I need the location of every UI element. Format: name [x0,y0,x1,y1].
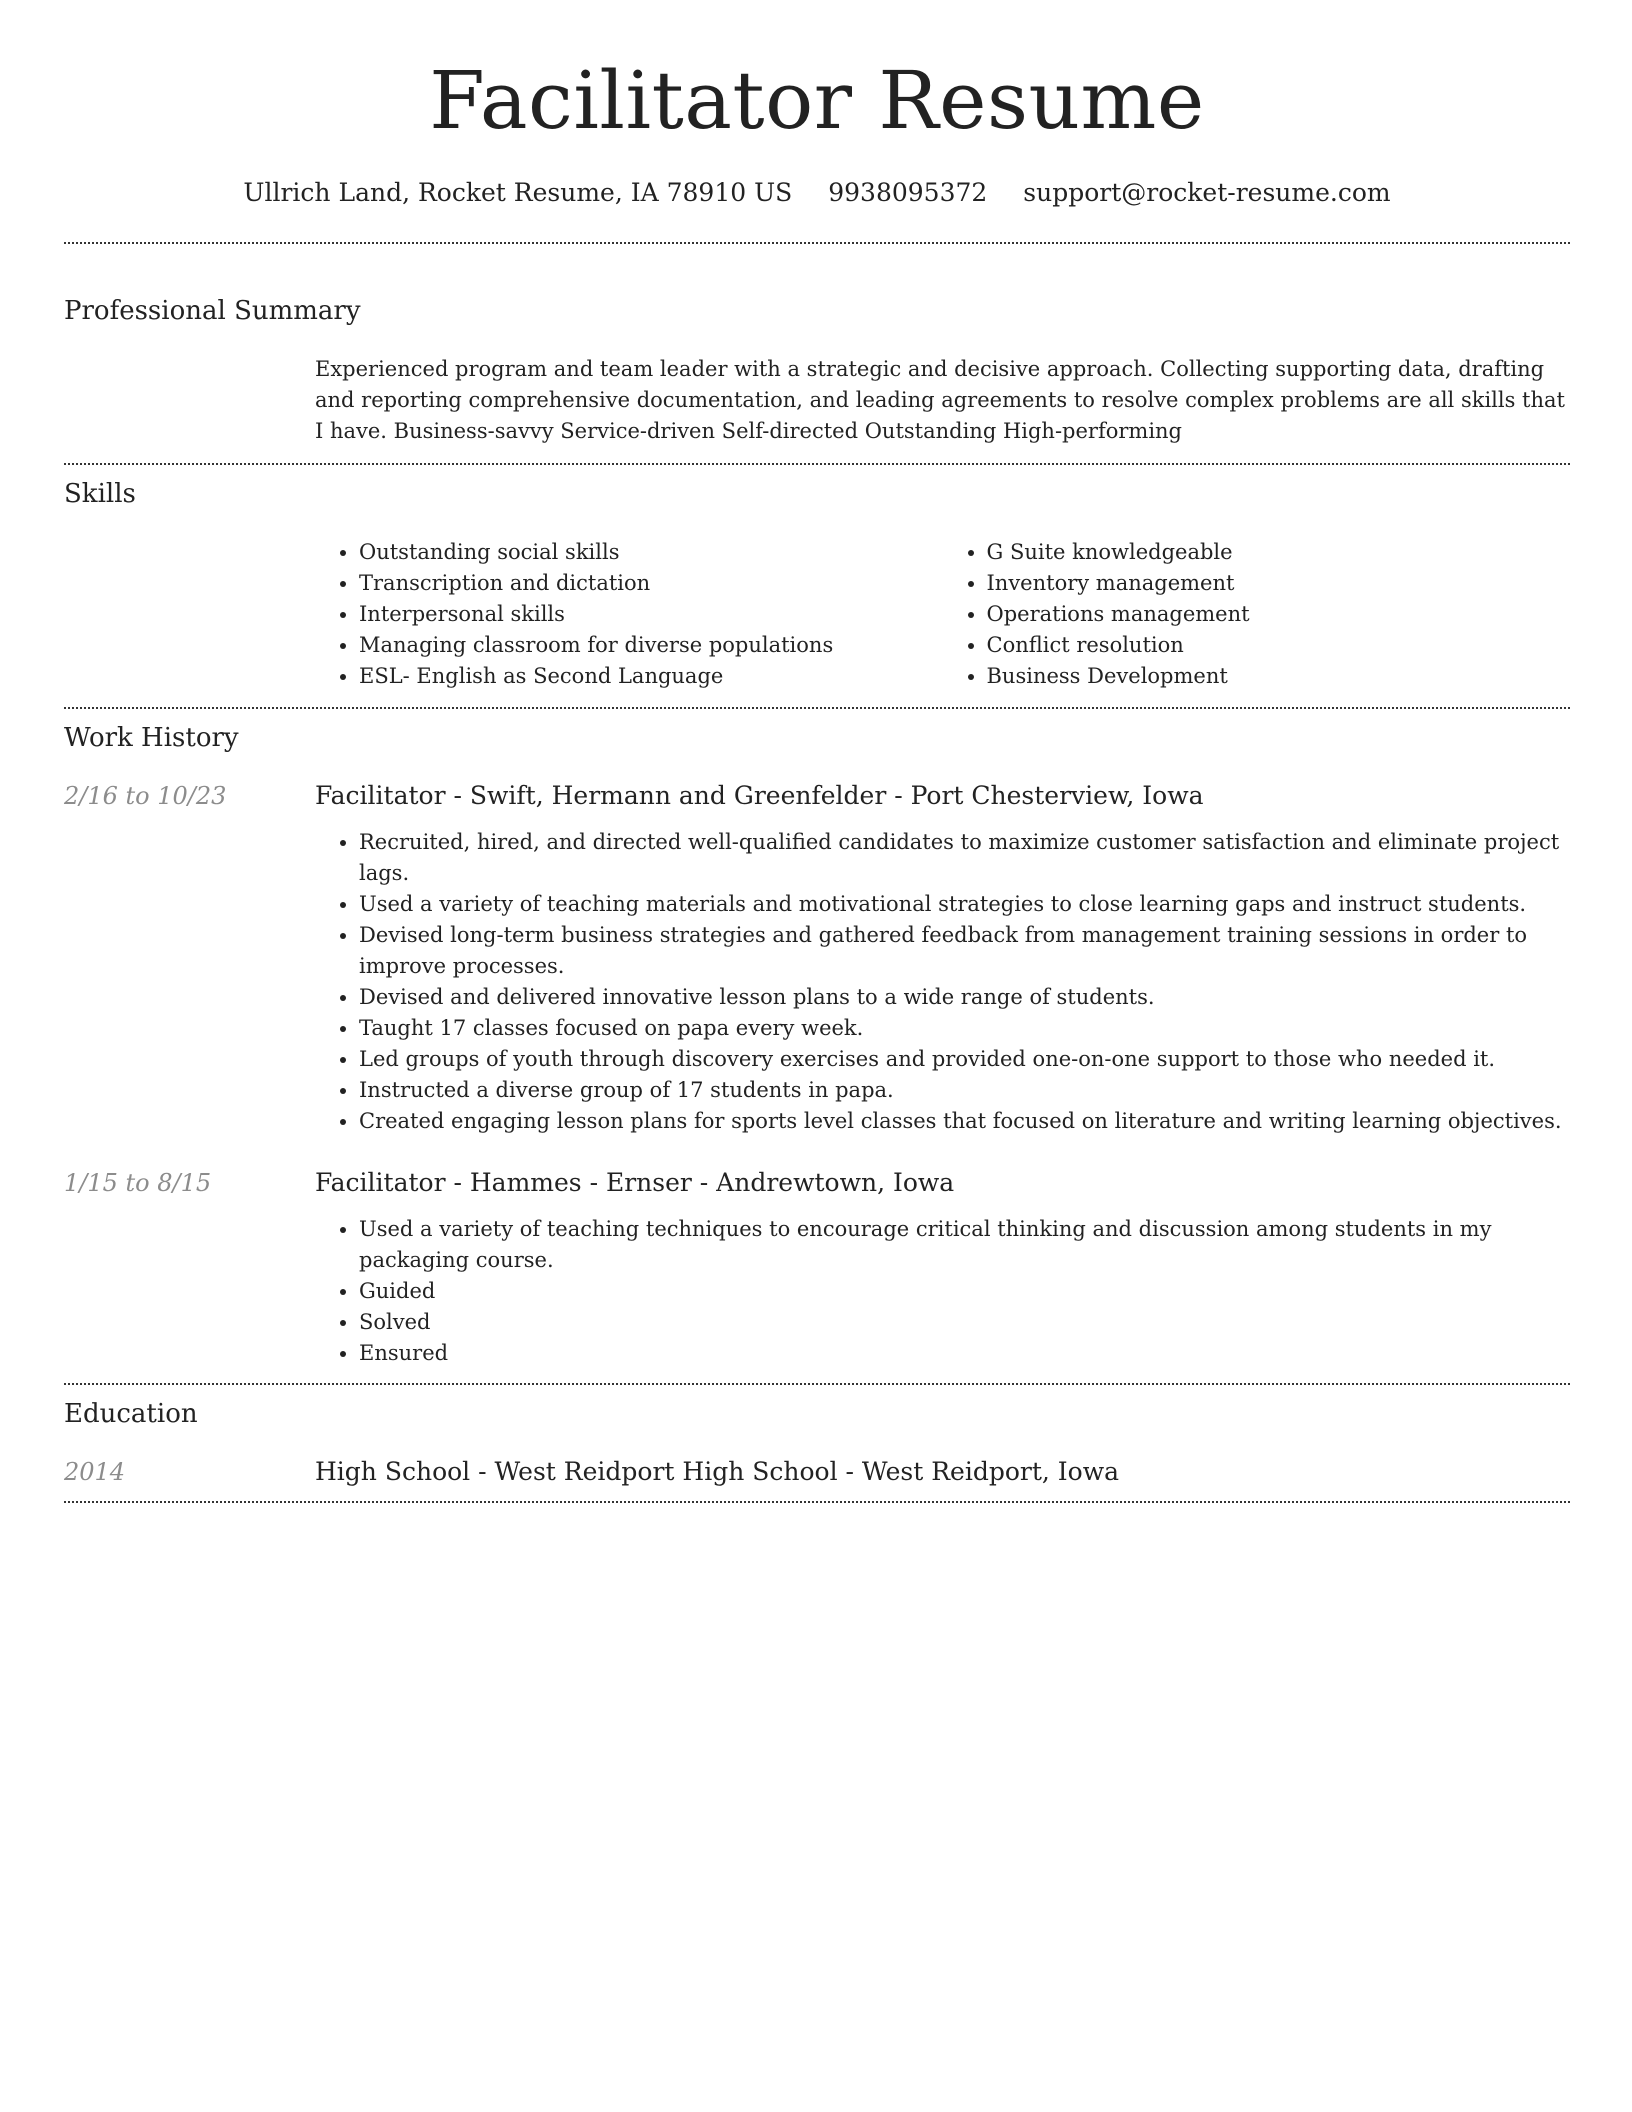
job-entry [64,779,1570,1137]
skills-section [64,465,1570,692]
summary-section [64,244,1570,447]
skill-item: • Transcription and dictation [359,568,943,599]
skills-column-left [315,537,943,692]
job-bullet: • Used a variety of teaching techniques to encourage critical thinking and discussion among students in my packaging course. [359,1214,1570,1276]
job-title: Facilitator - Swift, Hermann and Greenfelder - Port Chesterview, Iowa [315,781,1204,810]
job-bullet: • Led groups of youth through discovery exercises and provided one-on-one support to those who needed it. [359,1044,1570,1075]
education-entry [64,1455,1570,1489]
job-header [64,779,1570,813]
job-header [64,1166,1570,1200]
education-heading: Education [64,1399,198,1429]
summary-heading: Professional Summary [64,296,361,326]
job-bullet: • Devised long-term business strategies and gathered feedback from management training sessions in order to improve processes. [359,920,1570,982]
resume-title: Facilitator Resume [429,54,1205,147]
skills-heading: Skills [64,479,136,509]
skill-item: • Operations management [987,599,1571,630]
contact-phone: 9938095372 [828,178,988,207]
job-date: 2/16 to 10/23 [64,782,227,810]
skill-item: • ESL- English as Second Language [359,661,943,692]
job-bullet: • Solved [359,1307,1570,1338]
skill-item: • Outstanding social skills [359,537,943,568]
education-date: 2014 [64,1458,126,1486]
job-date: 1/15 to 8/15 [64,1169,212,1197]
skill-item: • Conflict resolution [987,630,1571,661]
contact-email: support@rocket-resume.com [1023,178,1391,207]
skills-column-right [943,537,1571,692]
job-bullet: • Ensured [359,1338,1570,1369]
skills-list [315,537,1570,692]
skill-item: • Inventory management [987,568,1571,599]
skill-item: • Business Development [987,661,1571,692]
job-bullet: • Created engaging lesson plans for sports level classes that focused on literature and writing learning objectives. [359,1106,1570,1137]
job-bullet: • Taught 17 classes focused on papa every week. [359,1013,1570,1044]
work-history-section [64,709,1570,1369]
job-bullets [315,1214,1570,1369]
summary-text: Experienced program and team leader with a strategic and decisive approach. Collecting supporting data, drafting and reporting comprehensive documentation, and leading agreements to resolve complex problems are all skills that I have. Business-savvy Service-driven Self-directed Outstanding High-performing [315,357,1565,443]
work-history-heading: Work History [64,723,239,753]
skill-item: • Managing classroom for diverse populations [359,630,943,661]
education-section [64,1385,1570,1489]
skill-item: • G Suite knowledgeable [987,537,1571,568]
resume-page [64,0,1570,1503]
job-bullet: • Used a variety of teaching materials and motivational strategies to close learning gaps and instruct students. [359,889,1570,920]
job-bullet: • Devised and delivered innovative lesson plans to a wide range of students. [359,982,1570,1013]
job-title: Facilitator - Hammes - Ernser - Andrewtown, Iowa [315,1168,955,1197]
job-bullet: • Guided [359,1276,1570,1307]
job-entry [64,1166,1570,1369]
education-title: High School - West Reidport High School - West Reidport, Iowa [315,1457,1119,1486]
contact-address: Ullrich Land, Rocket Resume, IA 78910 US [243,178,793,207]
job-bullets [315,827,1570,1137]
job-bullet: • Recruited, hired, and directed well-qualified candidates to maximize customer satisfaction and eliminate project lags. [359,827,1570,889]
contact-line [64,176,1570,210]
job-bullet: • Instructed a diverse group of 17 students in papa. [359,1075,1570,1106]
divider [64,1501,1570,1503]
skill-item: • Interpersonal skills [359,599,943,630]
